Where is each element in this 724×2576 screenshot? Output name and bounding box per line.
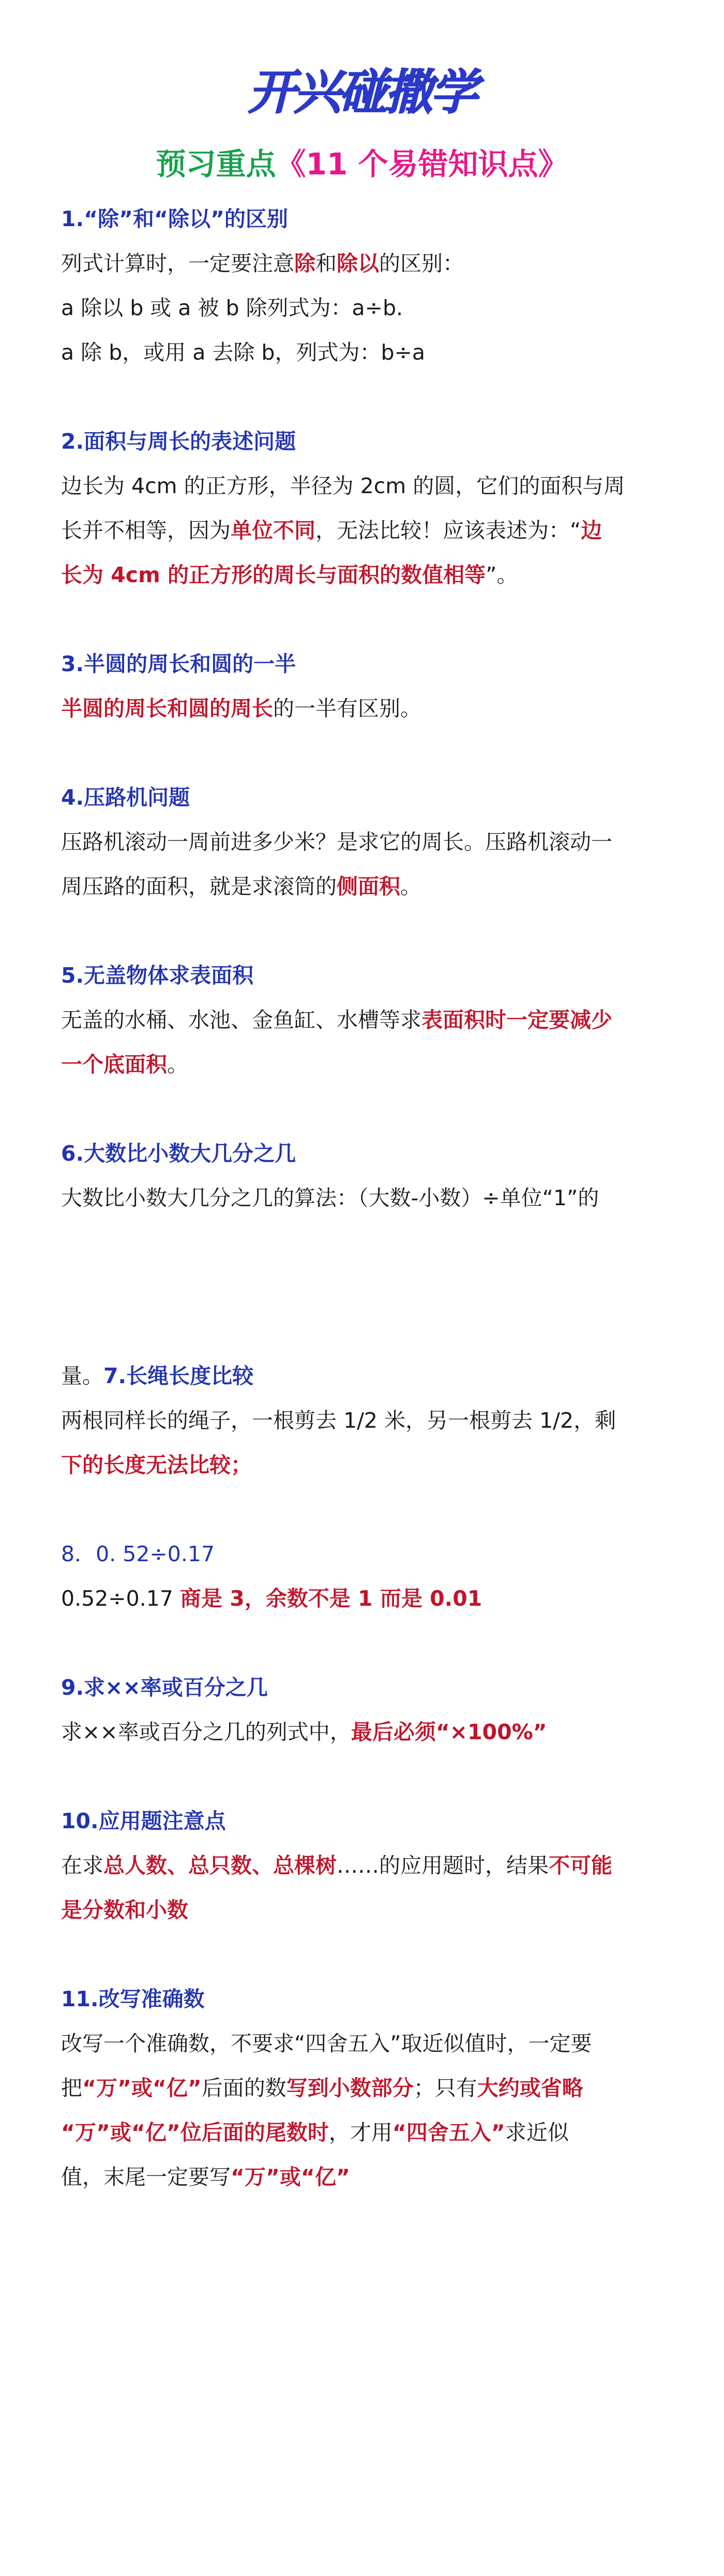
emphasis-text: 写到小数部分 (286, 2076, 414, 2100)
section-2-line-1: 边长为 4cm 的正方形，半径为 2cm 的圆，它们的面积与周 (61, 473, 625, 498)
section-10-title: 10.应用题注意点 (61, 1809, 226, 1833)
section-3 (61, 642, 672, 731)
section-6-line-1: 大数比小数大几分之几的算法：（大数-小数）÷单位“1”的 (61, 1186, 599, 1210)
emphasis-text: 长为 4cm 的正方形的周长与面积的数值相等 (61, 562, 486, 587)
section-4-line-1: 压路机滚动一周前进多少米？是求它的周长。压路机滚动一 (61, 830, 612, 854)
text: 求近似 (505, 2120, 569, 2145)
spacer (61, 1932, 672, 1977)
content-body (61, 197, 672, 2199)
section-8-title: 8．0. 52÷0.17 (61, 1542, 215, 1566)
text: 在求 (61, 1853, 103, 1878)
spacer (61, 597, 672, 642)
section-11-line-3 (61, 2110, 672, 2155)
text: 后面的数 (201, 2076, 286, 2100)
section-7-title (61, 1354, 672, 1398)
section-1-line-2: a 除以 b 或 a 被 b 除列式为：a÷b. (61, 295, 403, 320)
section-5-line-2 (61, 1042, 672, 1087)
emphasis-text: 边 (581, 518, 602, 543)
page-title (0, 140, 724, 183)
emphasis-text: “万”或“亿”位后面的尾数时 (61, 2120, 329, 2145)
emphasis-text: 表面积时一定要减少 (421, 1008, 612, 1032)
text: 周压路的面积，就是求滚筒的 (61, 874, 337, 899)
section-11-line-2 (61, 2066, 672, 2110)
brand-logo: 开兴碰撒学 (248, 65, 476, 120)
section-10-line-2: 是分数和小数 (61, 1898, 188, 1922)
section-4-title: 4.压路机问题 (61, 785, 190, 810)
section-7 (61, 1354, 672, 1487)
section-7-line-1: 两根同样长的绳子，一根剪去 1/2 米，另一根剪去 1/2，剩 (61, 1408, 616, 1433)
section-8 (61, 1532, 672, 1621)
spacer (61, 375, 672, 419)
text: 无盖的水桶、水池、金鱼缸、水槽等求 (61, 1008, 421, 1032)
text: 求××率或百分之几的列式中， (61, 1720, 351, 1744)
section-5-line-1 (61, 998, 672, 1042)
spacer (61, 1754, 672, 1799)
section-4-line-2 (61, 864, 672, 909)
section-6-title: 6.大数比小数大几分之几 (61, 1141, 296, 1166)
text: 量。 (61, 1364, 103, 1388)
emphasis-text: 总人数、总只数、总棵树 (103, 1853, 337, 1878)
spacer (61, 909, 672, 953)
text: 列式计算时，一定要注意 (61, 251, 294, 276)
emphasis-text: 最后必须“×100%” (351, 1720, 547, 1744)
section-10 (61, 1799, 672, 1932)
text: ”。 (486, 562, 518, 587)
section-2-title: 2.面积与周长的表述问题 (61, 429, 296, 454)
text: ，无法比较！应该表述为：“ (315, 518, 581, 543)
section-5-title: 5.无盖物体求表面积 (61, 963, 254, 988)
emphasis-text: 不可能 (549, 1853, 612, 1878)
section-9-line-1 (61, 1710, 672, 1754)
section-1-line-1 (61, 241, 672, 286)
text: 。 (400, 874, 421, 899)
text: 把 (61, 2076, 82, 2100)
spacer (61, 1220, 672, 1354)
emphasis-text: “万”或“亿” (82, 2076, 202, 2100)
section-1-line-3: a 除 b，或用 a 去除 b，列式为：b÷a (61, 340, 425, 365)
section-3-title: 3.半圆的周长和圆的一半 (61, 652, 296, 676)
text: 长并不相等，因为 (61, 518, 231, 543)
section-4 (61, 775, 672, 909)
text: 和 (315, 251, 337, 276)
emphasis-text: 半圆的周长和圆的周长 (61, 696, 273, 721)
emphasis-text: 除 (294, 251, 315, 276)
section-10-line-1 (61, 1843, 672, 1888)
section-7-line-2: 下的长度无法比较； (61, 1453, 252, 1477)
text: ……的应用题时，结果 (337, 1853, 549, 1878)
text: 值，末尾一定要写 (61, 2165, 231, 2189)
section-3-line-1 (61, 686, 672, 731)
text: ；只有 (413, 2076, 477, 2100)
page-title-highlight: 《11 个易错知识点》 (276, 146, 568, 182)
emphasis-text: 一个底面积 (61, 1052, 167, 1077)
section-6 (61, 1131, 672, 1220)
section-1-title: 1.“除”和“除以”的区别 (61, 206, 288, 231)
section-11-line-4 (61, 2155, 672, 2199)
spacer (61, 1487, 672, 1532)
text: 的一半有区别。 (273, 696, 421, 721)
spacer (61, 731, 672, 775)
spacer (61, 1087, 672, 1131)
section-9 (61, 1665, 672, 1754)
text: ，才用 (328, 2120, 393, 2145)
emphasis-text: 商是 3，余数不是 1 而是 0.01 (179, 1586, 482, 1611)
text: 。 (167, 1052, 188, 1077)
section-2 (61, 419, 672, 597)
section-8-line-1 (61, 1576, 672, 1621)
page-title-prefix: 预习重点 (156, 146, 276, 182)
section-11-line-1: 改写一个准确数，不要求“四舍五入”取近似值时，一定要 (61, 2031, 592, 2056)
emphasis-text: 侧面积 (337, 874, 400, 899)
spacer (61, 1621, 672, 1665)
section-7-title-text: 7.长绳长度比较 (103, 1364, 254, 1388)
section-1 (61, 197, 672, 375)
section-11-title: 11.改写准确数 (61, 1987, 205, 2011)
section-2-line-2 (61, 508, 672, 553)
section-11 (61, 1977, 672, 2199)
emphasis-text: 单位不同 (231, 518, 315, 543)
text: 的区别： (379, 251, 464, 276)
emphasis-text: “万”或“亿” (231, 2165, 350, 2189)
section-9-title: 9.求××率或百分之几 (61, 1675, 268, 1700)
emphasis-text: 除以 (337, 251, 379, 276)
text: 0.52÷0.17 (61, 1586, 180, 1611)
emphasis-text: 大约或省略 (477, 2076, 583, 2100)
section-5 (61, 953, 672, 1087)
section-2-line-3 (61, 553, 672, 597)
emphasis-text: “四舍五入” (392, 2120, 505, 2145)
